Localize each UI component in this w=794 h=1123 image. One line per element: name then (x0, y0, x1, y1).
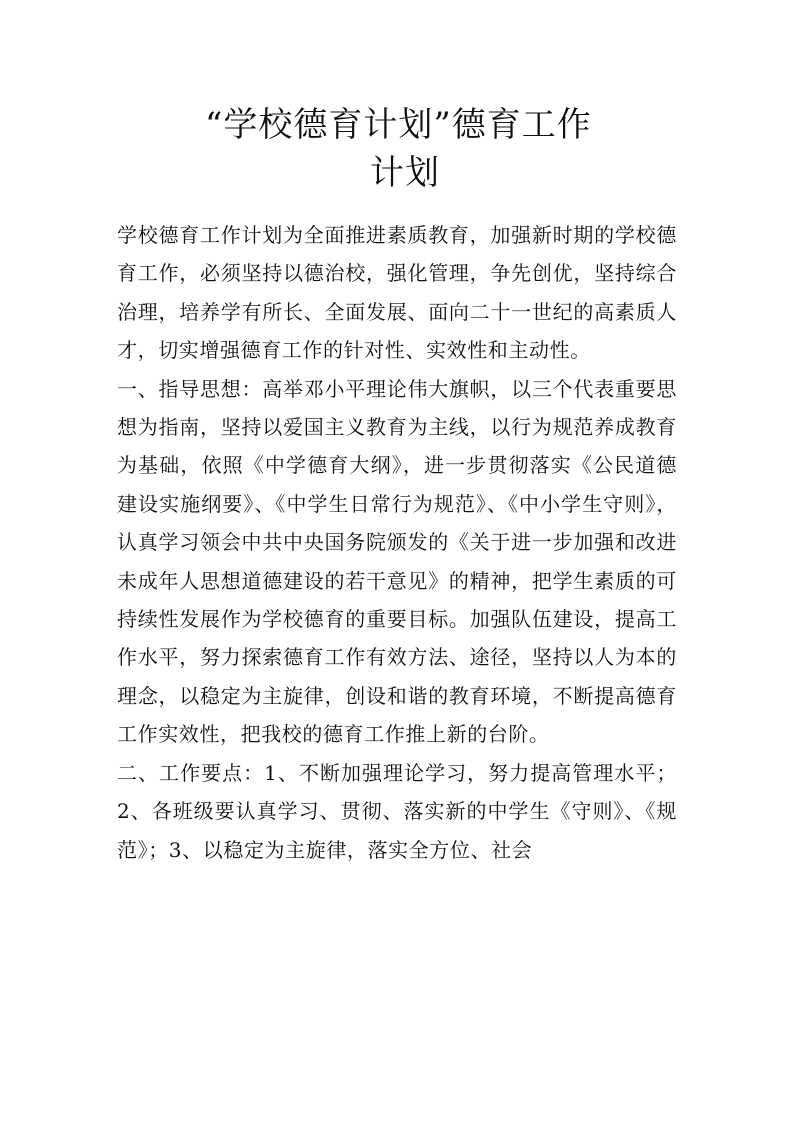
document-body (117, 216, 677, 869)
document-title-line-1: “学校德育计划”德育工作 (205, 105, 592, 145)
paragraph-intro: 学校德育工作计划为全面推进素质教育，加强新时期的学校德育工作，必须坚持以德治校，强化管理，争先创优，坚持综合治理，培养学有所长、全面发展、面向二十一世纪的高素质人才，切实增强德育工作的针对性、实效性和主动性。 (117, 223, 677, 363)
paragraph-work-points: 二、工作要点：1、不断加强理论学习，努力提高管理水平；2、各班级要认真学习、贯彻、落实新的中学生《守则》、《规范》；3、以稳定为主旋律，落实全方位、社会 (117, 760, 677, 862)
document-title-line-2: 计划 (370, 153, 440, 193)
paragraph-guiding-ideology: 一、指导思想：高举邓小平理论伟大旗帜，以三个代表重要思想为指南，坚持以爱国主义教育为主线，以行为规范养成教育为基础，依照《中学德育大纲》，进一步贯彻落实《公民道德建设实施纲要》、《中学生日常行为规范》、《中小学生守则》，认真学习领会中共中央国务院颁发的《关于进一步加强和改进未成年人思想道德建设的若干意见》的精神，把学生素质的可持续性发展作为学校德育的重要目标。加强队伍建设，提高工作水平，努力探索德育工作有效方法、途径，坚持以人为本的理念，以稳定为主旋律，创设和谐的教育环境，不断提高德育工作实效性，把我校的德育工作推上新的台阶。 (117, 376, 677, 747)
